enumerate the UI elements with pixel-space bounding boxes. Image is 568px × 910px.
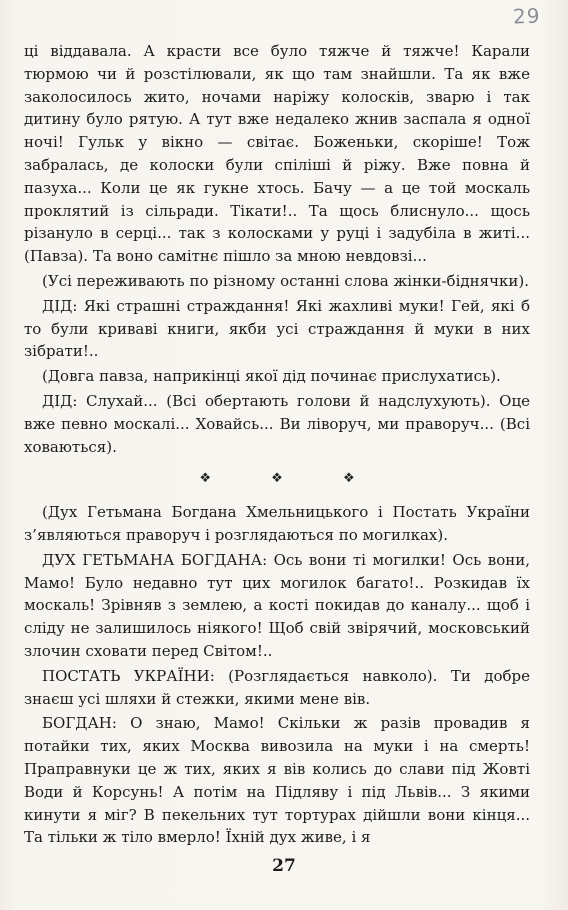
- paragraph-stage-direction-1: (Усі переживають по різному останні слова жінки-біднячки).: [42, 271, 529, 290]
- paragraph-stage-direction-3: (Дух Гетьмана Богдана Хмельницького і Постать України з’являються праворуч і розглядаються по могилках).: [24, 503, 530, 544]
- page-text: [24, 40, 530, 851]
- paragraph-mother-story: ці віддавала. А красти все було тяжче й тяжче! Карали тюрмою чи й розстілювали, як що там знайшли. Та як вже заколосилось жито, ночами наріжу колосків, зварю і так дитину було рятую. А тут вже недалеко жнив заспала я одної ночі! Гульк у вікно — світає. Боженьки, скоріше! Тож забралась, де колоски були спіліші й ріжу. Вже повна й пазуха... Коли це як гукне хтось. Бачу — а це той москаль проклятий із сільради. Тікати!.. Та щось блиснуло... щось різануло в серці... так з колосками у руці і задубіла в житі... (Павза). Та воно самітнє пішло за мною невдовзі...: [24, 42, 530, 266]
- paragraph-bohdan: БОГДАН: О знаю, Мамо! Скільки ж разів провадив я потайки тих, яких Москва вивозила на муки і на смерть! Праправнуки це ж тих, яких я вів колись до слави під Жовті Води й Корсунь! А потім на Підляву і під Львів... З якими кинути я міг? В пекельних тут тортурах дійшли вони кінця... Та тільки ж тіло вмерло! Їхній дух живе, і я: [24, 714, 530, 847]
- handwritten-page-number: 29: [512, 3, 541, 29]
- paragraph-grandfather-2: ДІД: Слухай... (Всі обертають голови й надслухують). Оце вже певно москалі... Ховайсь... Ви ліворуч, ми праворуч... (Всі ховаються).: [24, 391, 530, 456]
- paragraph-hetman-bohdan: ДУХ ГЕТЬМАНА БОГДАНА: Ось вони ті могилки! Ось вони, Мамо! Було недавно тут цих могилок багато!.. Розкидав їх москаль! Зрівняв з землею, а кості покидав до каналу... щоб і сліду не залишилось ніякого! Щоб свій звірячий, московський злочин сховати перед Світом!..: [24, 550, 530, 660]
- paragraph-stage-direction-2: (Довга павза, наприкінці якої дід починає прислухатись).: [42, 367, 501, 386]
- paragraph-figure-of-ukraine: ПОСТАТЬ УКРАЇНИ: (Розглядається навколо). Ти добре знаєш усі шляхи й стежки, якими мене вів.: [24, 666, 530, 708]
- section-separator: ❖ ❖ ❖: [199, 471, 383, 487]
- paragraph-grandfather-1: ДІД: Які страшні страждання! Які жахливі муки! Гей, які б то були криваві книги, якби усі страждання й муки в них зібрати!..: [24, 296, 530, 361]
- page-number: 27: [272, 856, 296, 876]
